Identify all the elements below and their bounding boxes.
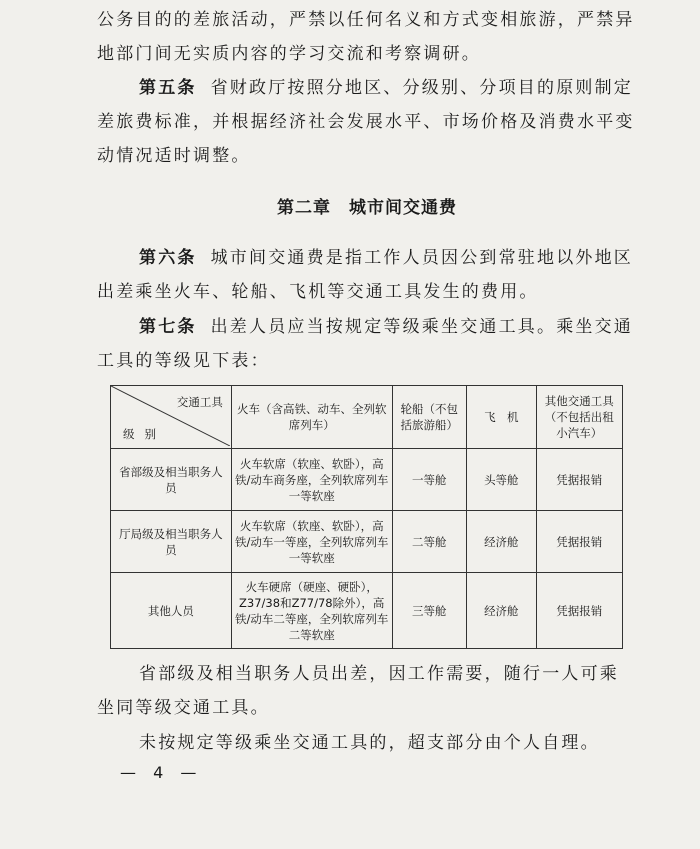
paragraph-after-table-1: 省部级及相当职务人员出差，因工作需要，随行一人可乘坐同等级交通工具。 — [97, 664, 619, 718]
article-6-label: 第六条 — [139, 248, 197, 268]
transport-grade-table — [110, 385, 623, 649]
article-7-text: 出差人员应当按规定等级乘坐交通工具。乘坐交通工具的等级见下表： — [97, 317, 634, 371]
row-train: 火车硬席（硬座、硬卧），Z37/38和Z77/78除外），高铁/动车二等座，全列软席列车二等软座 — [231, 573, 392, 649]
row-plane: 经济舱 — [467, 573, 537, 649]
header-other: 其他交通工具（不包括出租小汽车） — [536, 386, 622, 449]
table-row — [111, 511, 623, 573]
row-ship: 一等舱 — [392, 449, 466, 511]
article-5-text: 省财政厅按照分地区、分级别、分项目的原则制定差旅费标准，并根据经济社会发展水平、市场价格及消费水平变动情况适时调整。 — [97, 78, 635, 166]
article-6 — [97, 241, 637, 309]
article-5 — [97, 71, 637, 173]
page-number: — 4 — — [120, 763, 203, 782]
chapter-title: 第二章 城市间交通费 — [277, 198, 457, 218]
row-other: 凭据报销 — [536, 511, 622, 573]
row-other: 凭据报销 — [536, 573, 622, 649]
paragraph-continued: 公务目的的差旅活动，严禁以任何名义和方式变相旅游，严禁异地部门间无实质内容的学习交流和考察调研。 — [97, 10, 635, 64]
header-ship: 轮船（不包括旅游船） — [392, 386, 466, 449]
article-7-label: 第七条 — [139, 317, 197, 337]
table-header-row — [111, 386, 623, 449]
corner-top-label: 交通工具 — [176, 395, 223, 409]
row-train: 火车软席（软座、软卧），高铁/动车一等座，全列软席列车一等软座 — [231, 511, 392, 573]
row-level: 厅局级及相当职务人员 — [111, 511, 232, 573]
article-6-text: 城市间交通费是指工作人员因公到常驻地以外地区出差乘坐火车、轮船、飞机等交通工具发生的费用。 — [97, 248, 634, 302]
row-other: 凭据报销 — [536, 449, 622, 511]
row-ship: 三等舱 — [392, 573, 466, 649]
row-plane: 头等舱 — [467, 449, 537, 511]
article-5-label: 第五条 — [139, 78, 197, 98]
corner-cell — [111, 386, 232, 449]
article-7 — [97, 310, 637, 378]
row-plane: 经济舱 — [467, 511, 537, 573]
header-plane: 飞 机 — [467, 386, 537, 449]
paragraph-after-table-2: 未按规定等级乘坐交通工具的，超支部分由个人自理。 — [139, 733, 600, 753]
row-train: 火车软席（软座、软卧），高铁/动车商务座，全列软席列车一等软座 — [231, 449, 392, 511]
table-row — [111, 573, 623, 649]
table-row — [111, 449, 623, 511]
header-train: 火车（含高铁、动车、全列软席列车） — [231, 386, 392, 449]
row-ship: 二等舱 — [392, 511, 466, 573]
corner-bottom-label: 级别 — [123, 427, 166, 441]
row-level: 其他人员 — [111, 573, 232, 649]
row-level: 省部级及相当职务人员 — [111, 449, 232, 511]
